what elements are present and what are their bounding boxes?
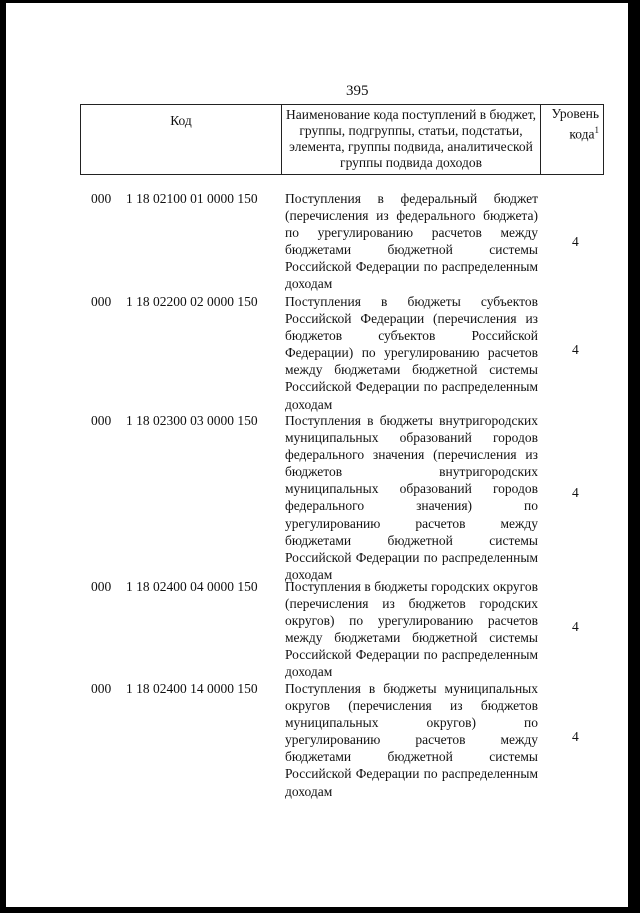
income-name: Поступления в бюджеты муниципальных округов (перечисления из бюджетов муниципальных округов) по урегулированию расчетов между бюджетами бюджетной системы Российской Федерации по распределенным доходам	[285, 681, 538, 799]
code-level: 4	[572, 485, 579, 500]
code-level: 4	[572, 234, 579, 249]
code-level: 4	[572, 342, 579, 357]
income-code: 1 18 02100 01 0000 150	[126, 191, 258, 206]
header-code-cell	[81, 105, 282, 175]
income-name: Поступления в бюджеты внутригородских муниципальных образований городов федерального значения (перечисления из бюджетов внутригородских муниципальных образований городов федерального значения) по урегулированию расчетов между бюджетами бюджетной системы Российской Федерации по распределенным доходам	[285, 413, 538, 582]
admin-code: 000	[91, 413, 112, 428]
income-code: 1 18 02300 03 0000 150	[126, 413, 258, 428]
header-level-footnote: 1	[594, 125, 599, 135]
admin-code: 000	[91, 191, 112, 206]
income-code: 1 18 02400 04 0000 150	[126, 579, 258, 594]
header-name-label: Наименование кода поступлений в бюджет, группы, подгруппы, статьи, подстатьи, элемента, группы подвида, аналитической группы подвида доходов	[285, 107, 536, 170]
admin-code: 000	[91, 294, 112, 309]
header-name-cell	[282, 105, 541, 175]
income-name: Поступления в бюджеты городских округов (перечисления из бюджетов городских округов) по урегулированию расчетов между бюджетами бюджетной системы Российской Федерации по распределенным доходам	[285, 579, 538, 680]
admin-code: 000	[91, 681, 112, 696]
header-level-label: Уровень кода	[551, 106, 599, 142]
page-number: 395	[346, 83, 369, 99]
income-code: 1 18 02400 14 0000 150	[126, 681, 258, 696]
income-code: 1 18 02200 02 0000 150	[126, 294, 258, 309]
income-name: Поступления в бюджеты субъектов Российской Федерации (перечисления из бюджетов субъектов Российской Федерации) по урегулированию расчетов между бюджетами бюджетной системы Российской Федерации по распределенным доходам	[285, 294, 538, 412]
header-code-label: Код	[170, 113, 192, 128]
table-header	[80, 104, 604, 175]
code-level: 4	[572, 729, 579, 744]
header-level-cell	[541, 105, 604, 175]
admin-code: 000	[91, 579, 112, 594]
code-level: 4	[572, 619, 579, 634]
document-page	[6, 3, 628, 907]
income-name: Поступления в федеральный бюджет (перечисления из федерального бюджета) по урегулированию расчетов между бюджетами бюджетной системы Российской Федерации по распределенным доходам	[285, 191, 538, 292]
